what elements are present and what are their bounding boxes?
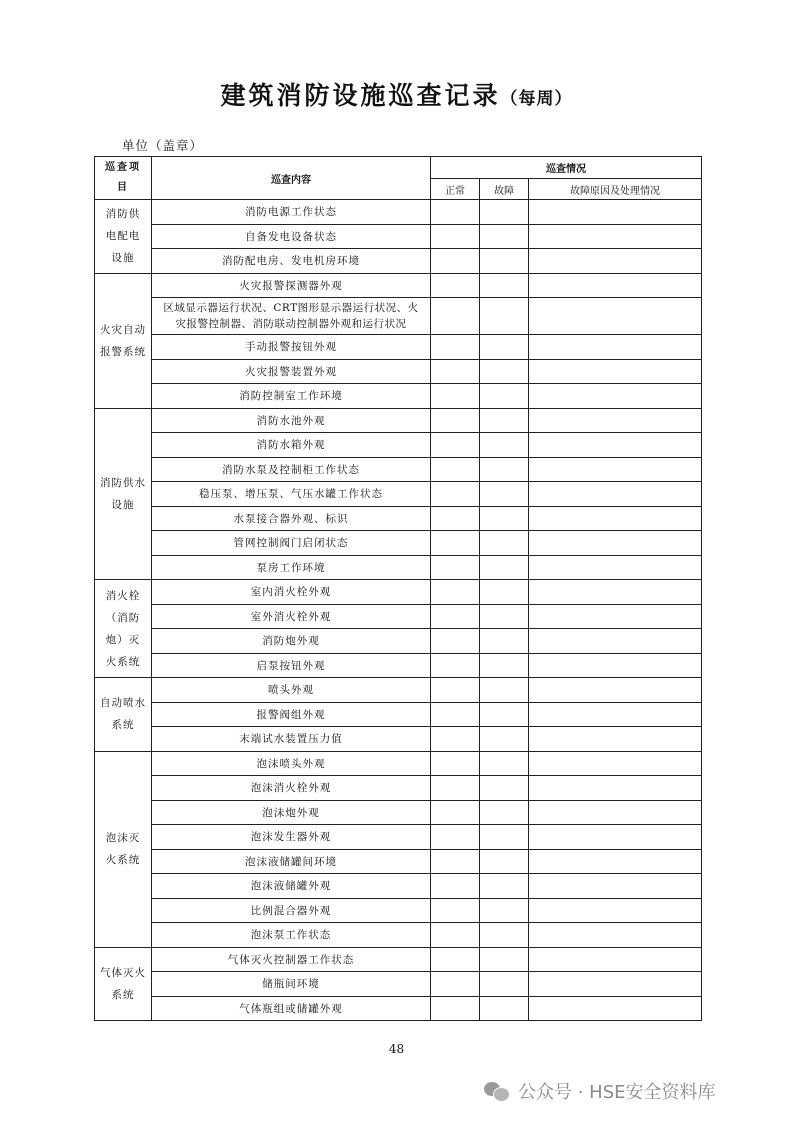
table-row xyxy=(95,457,702,482)
normal-cell[interactable] xyxy=(431,555,480,580)
inspection-table xyxy=(94,156,702,1021)
table-row xyxy=(95,506,702,531)
content-cell: 消防水泵及控制柜工作状态 xyxy=(152,457,431,482)
fault-cell[interactable] xyxy=(480,408,529,433)
normal-cell[interactable] xyxy=(431,874,480,899)
fault-cell[interactable] xyxy=(480,384,529,409)
reason-cell[interactable] xyxy=(529,457,702,482)
content-cell: 报警阀组外观 xyxy=(152,702,431,727)
content-cell: 气体灭火控制器工作状态 xyxy=(152,947,431,972)
table-row xyxy=(95,335,702,360)
content-cell: 消防控制室工作环境 xyxy=(152,384,431,409)
table-row xyxy=(95,580,702,605)
normal-cell[interactable] xyxy=(431,800,480,825)
category-cell: 火灾自动报警系统 xyxy=(95,273,152,408)
normal-cell[interactable] xyxy=(431,629,480,654)
normal-cell[interactable] xyxy=(431,482,480,507)
reason-cell[interactable] xyxy=(529,555,702,580)
reason-cell[interactable] xyxy=(529,506,702,531)
title-sub: （每周） xyxy=(500,89,573,109)
normal-cell[interactable] xyxy=(431,727,480,752)
content-cell: 泡沫液储罐外观 xyxy=(152,874,431,899)
normal-cell[interactable] xyxy=(431,224,480,249)
content-cell: 喷头外观 xyxy=(152,678,431,703)
normal-cell[interactable] xyxy=(431,702,480,727)
normal-cell[interactable] xyxy=(431,751,480,776)
normal-cell[interactable] xyxy=(431,923,480,948)
fault-cell[interactable] xyxy=(480,972,529,997)
reason-cell[interactable] xyxy=(529,200,702,225)
normal-cell[interactable] xyxy=(431,506,480,531)
fault-cell[interactable] xyxy=(480,996,529,1021)
fault-cell[interactable] xyxy=(480,555,529,580)
table-row xyxy=(95,384,702,409)
fault-cell[interactable] xyxy=(480,298,529,335)
table-row xyxy=(95,555,702,580)
table-row xyxy=(95,678,702,703)
table-row xyxy=(95,825,702,850)
table-row xyxy=(95,702,702,727)
normal-cell[interactable] xyxy=(431,408,480,433)
table-row xyxy=(95,776,702,801)
category-cell: 自动喷水系统 xyxy=(95,678,152,752)
content-cell: 室内消火栓外观 xyxy=(152,580,431,605)
reason-cell[interactable] xyxy=(529,825,702,850)
table-row xyxy=(95,249,702,274)
reason-cell[interactable] xyxy=(529,359,702,384)
table-row xyxy=(95,273,702,298)
fault-cell[interactable] xyxy=(480,200,529,225)
reason-cell[interactable] xyxy=(529,298,702,335)
reason-cell[interactable] xyxy=(529,433,702,458)
unit-label: 单位（盖章） xyxy=(122,138,204,153)
content-cell: 储瓶间环境 xyxy=(152,972,431,997)
content-cell: 泡沫泵工作状态 xyxy=(152,923,431,948)
fault-cell[interactable] xyxy=(480,923,529,948)
reason-cell[interactable] xyxy=(529,580,702,605)
table-row xyxy=(95,200,702,225)
normal-cell[interactable] xyxy=(431,604,480,629)
fault-cell[interactable] xyxy=(480,482,529,507)
watermark xyxy=(484,1076,716,1106)
table-row xyxy=(95,751,702,776)
normal-cell[interactable] xyxy=(431,580,480,605)
header-fault: 故障 xyxy=(480,179,529,200)
reason-cell[interactable] xyxy=(529,947,702,972)
normal-cell[interactable] xyxy=(431,678,480,703)
table-row xyxy=(95,359,702,384)
reason-cell[interactable] xyxy=(529,849,702,874)
content-cell: 气体瓶组或储罐外观 xyxy=(152,996,431,1021)
fault-cell[interactable] xyxy=(480,898,529,923)
watermark-text: 公众号 · HSE安全资料库 xyxy=(518,1082,716,1103)
normal-cell[interactable] xyxy=(431,898,480,923)
reason-cell[interactable] xyxy=(529,702,702,727)
table-row xyxy=(95,653,702,678)
fault-cell[interactable] xyxy=(480,874,529,899)
fault-cell[interactable] xyxy=(480,506,529,531)
content-cell: 手动报警按钮外观 xyxy=(152,335,431,360)
fault-cell[interactable] xyxy=(480,800,529,825)
content-cell: 泡沫炮外观 xyxy=(152,800,431,825)
content-cell: 末端试水装置压力值 xyxy=(152,727,431,752)
table-row xyxy=(95,408,702,433)
fault-cell[interactable] xyxy=(480,359,529,384)
fault-cell[interactable] xyxy=(480,224,529,249)
normal-cell[interactable] xyxy=(431,384,480,409)
reason-cell[interactable] xyxy=(529,923,702,948)
fault-cell[interactable] xyxy=(480,653,529,678)
normal-cell[interactable] xyxy=(431,457,480,482)
normal-cell[interactable] xyxy=(431,825,480,850)
table-row xyxy=(95,604,702,629)
reason-cell[interactable] xyxy=(529,408,702,433)
fault-cell[interactable] xyxy=(480,702,529,727)
normal-cell[interactable] xyxy=(431,653,480,678)
table-row xyxy=(95,224,702,249)
content-cell: 火灾报警装置外观 xyxy=(152,359,431,384)
category-cell: 消防供水设施 xyxy=(95,408,152,580)
table-row xyxy=(95,629,702,654)
content-cell: 火灾报警探测器外观 xyxy=(152,273,431,298)
reason-cell[interactable] xyxy=(529,604,702,629)
content-cell: 泡沫液储罐间环境 xyxy=(152,849,431,874)
content-cell: 自备发电设备状态 xyxy=(152,224,431,249)
reason-cell[interactable] xyxy=(529,482,702,507)
content-cell: 稳压泵、增压泵、气压水罐工作状态 xyxy=(152,482,431,507)
normal-cell[interactable] xyxy=(431,947,480,972)
fault-cell[interactable] xyxy=(480,457,529,482)
header-status: 巡查情况 xyxy=(431,157,702,179)
category-cell: 气体灭火系统 xyxy=(95,947,152,1021)
normal-cell[interactable] xyxy=(431,996,480,1021)
reason-cell[interactable] xyxy=(529,531,702,556)
reason-cell[interactable] xyxy=(529,800,702,825)
normal-cell[interactable] xyxy=(431,972,480,997)
table-row xyxy=(95,996,702,1021)
page-number: 48 xyxy=(388,1042,405,1056)
fault-cell[interactable] xyxy=(480,751,529,776)
normal-cell[interactable] xyxy=(431,849,480,874)
header-content: 巡查内容 xyxy=(152,157,431,200)
fault-cell[interactable] xyxy=(480,825,529,850)
content-cell: 消防水箱外观 xyxy=(152,433,431,458)
table-row xyxy=(95,433,702,458)
header-normal: 正常 xyxy=(431,179,480,200)
content-cell: 区域显示器运行状况、CRT图形显示器运行状况、火灾报警控制器、消防联动控制器外观和运行状况 xyxy=(152,298,431,335)
wechat-icon xyxy=(484,1080,510,1102)
normal-cell[interactable] xyxy=(431,776,480,801)
reason-cell[interactable] xyxy=(529,629,702,654)
reason-cell[interactable] xyxy=(529,898,702,923)
category-cell: 泡沫灭火系统 xyxy=(95,751,152,947)
normal-cell[interactable] xyxy=(431,335,480,360)
table-row xyxy=(95,800,702,825)
fault-cell[interactable] xyxy=(480,604,529,629)
fault-cell[interactable] xyxy=(480,947,529,972)
table-row xyxy=(95,874,702,899)
title-main: 建筑消防设施巡查记录 xyxy=(220,81,501,110)
content-cell: 管网控制阀门启闭状态 xyxy=(152,531,431,556)
reason-cell[interactable] xyxy=(529,224,702,249)
reason-cell[interactable] xyxy=(529,384,702,409)
table-row xyxy=(95,727,702,752)
content-cell: 消防电源工作状态 xyxy=(152,200,431,225)
normal-cell[interactable] xyxy=(431,249,480,274)
content-cell: 消防配电房、发电机房环境 xyxy=(152,249,431,274)
content-cell: 泵房工作环境 xyxy=(152,555,431,580)
fault-cell[interactable] xyxy=(480,580,529,605)
content-cell: 水泵接合器外观、标识 xyxy=(152,506,431,531)
normal-cell[interactable] xyxy=(431,200,480,225)
normal-cell[interactable] xyxy=(431,359,480,384)
normal-cell[interactable] xyxy=(431,273,480,298)
content-cell: 室外消火栓外观 xyxy=(152,604,431,629)
fault-cell[interactable] xyxy=(480,273,529,298)
table-row xyxy=(95,947,702,972)
reason-cell[interactable] xyxy=(529,751,702,776)
normal-cell[interactable] xyxy=(431,433,480,458)
reason-cell[interactable] xyxy=(529,776,702,801)
table-row xyxy=(95,923,702,948)
fault-cell[interactable] xyxy=(480,849,529,874)
content-cell: 消防水池外观 xyxy=(152,408,431,433)
reason-cell[interactable] xyxy=(529,653,702,678)
table-row xyxy=(95,298,702,335)
page-title xyxy=(0,76,793,112)
fault-cell[interactable] xyxy=(480,433,529,458)
fault-cell[interactable] xyxy=(480,727,529,752)
reason-cell[interactable] xyxy=(529,996,702,1021)
fault-cell[interactable] xyxy=(480,531,529,556)
table-row xyxy=(95,482,702,507)
content-cell: 比例混合器外观 xyxy=(152,898,431,923)
content-cell: 泡沫消火栓外观 xyxy=(152,776,431,801)
category-cell: 消火栓（消防炮）灭火系统 xyxy=(95,580,152,678)
normal-cell[interactable] xyxy=(431,298,480,335)
reason-cell[interactable] xyxy=(529,678,702,703)
fault-cell[interactable] xyxy=(480,629,529,654)
reason-cell[interactable] xyxy=(529,335,702,360)
content-cell: 泡沫发生器外观 xyxy=(152,825,431,850)
reason-cell[interactable] xyxy=(529,727,702,752)
header-reason: 故障原因及处理情况 xyxy=(529,179,702,200)
reason-cell[interactable] xyxy=(529,249,702,274)
header-item: 巡查项目 xyxy=(95,157,152,200)
table-row xyxy=(95,972,702,997)
reason-cell[interactable] xyxy=(529,972,702,997)
normal-cell[interactable] xyxy=(431,531,480,556)
fault-cell[interactable] xyxy=(480,776,529,801)
category-cell: 消防供电配电设施 xyxy=(95,200,152,274)
table-row xyxy=(95,898,702,923)
reason-cell[interactable] xyxy=(529,874,702,899)
table-row xyxy=(95,531,702,556)
fault-cell[interactable] xyxy=(480,249,529,274)
reason-cell[interactable] xyxy=(529,273,702,298)
content-cell: 启泵按钮外观 xyxy=(152,653,431,678)
content-cell: 泡沫喷头外观 xyxy=(152,751,431,776)
content-cell: 消防炮外观 xyxy=(152,629,431,654)
fault-cell[interactable] xyxy=(480,335,529,360)
fault-cell[interactable] xyxy=(480,678,529,703)
table-row xyxy=(95,849,702,874)
